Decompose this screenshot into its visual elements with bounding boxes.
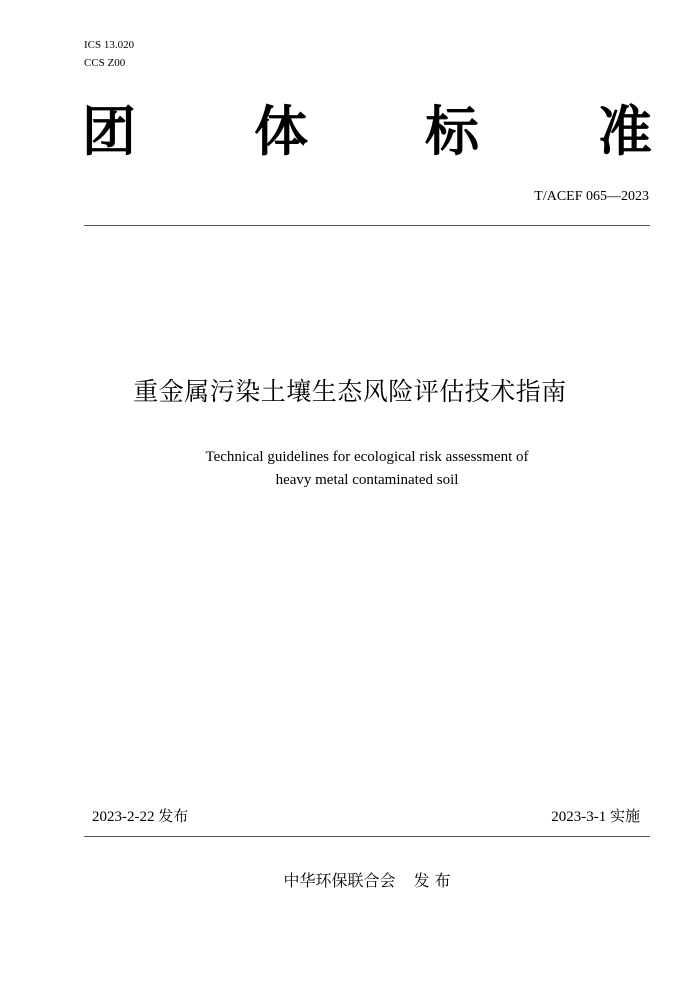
ccs-code: CCS Z00 <box>84 57 126 69</box>
standard-number: T/ACEF 065—2023 <box>534 189 649 204</box>
footer-divider <box>84 836 650 837</box>
title-english <box>0 446 700 492</box>
standard-type-char: 标 <box>425 99 479 163</box>
header-divider <box>84 225 650 226</box>
standard-type-char: 团 <box>82 99 136 163</box>
standard-type-heading <box>82 96 656 166</box>
title-english-line: Technical guidelines for ecological risk assessment of <box>205 449 529 465</box>
publisher-action: 发 布 <box>413 871 451 890</box>
standard-type-char: 体 <box>254 99 308 163</box>
ics-code: ICS 13.020 <box>84 39 135 51</box>
classification-codes <box>84 36 134 72</box>
title-english-line: heavy metal contaminated soil <box>275 472 459 488</box>
publisher-name: 中华环保联合会 <box>283 871 396 890</box>
issue-date: 2023-2-22 发布 <box>92 809 189 825</box>
standard-type-char: 准 <box>598 99 652 163</box>
implementation-date: 2023-3-1 实施 <box>551 809 640 825</box>
publisher-line <box>0 868 700 891</box>
title-chinese: 重金属污染土壤生态风险评估技术指南 <box>133 377 567 406</box>
